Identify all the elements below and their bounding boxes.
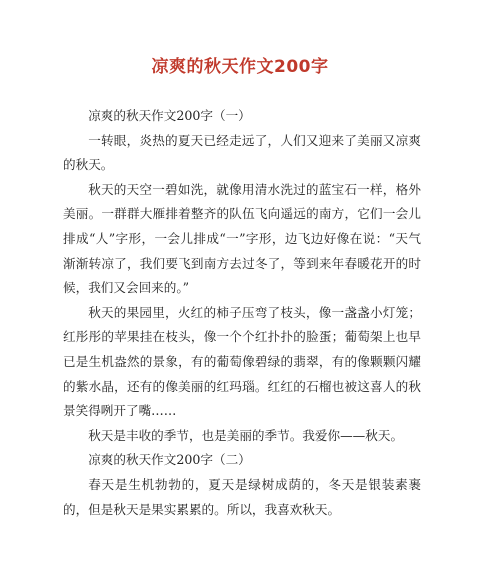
document-title: 凉爽的秋天作文200字 — [151, 57, 329, 77]
paragraph-conclusion: 秋天是丰收的季节，也是美丽的季节。我爱你——秋天。 — [88, 427, 404, 443]
section-heading-1: 凉爽的秋天作文200字（一） — [88, 108, 251, 123]
section-heading-2: 凉爽的秋天作文200字（二） — [88, 452, 251, 468]
paragraph-intro: 一转眼，炎热的夏天已经走远了，人们又迎来了美丽又凉爽的秋天。 — [63, 132, 421, 173]
paragraph-orchard: 秋天的果园里，火红的柿子压弯了枝头，像一盏盏小灯笼；红彤彤的苹果挂在枝头，像一个个红扑扑的脸蛋；葡萄架上也早已是生机盎然的景象，有的葡萄像碧绿的翡翠，有的像颗颗闪耀的紫水晶，还有的像美丽的红玛瑙。红红的石榴也被这喜人的秋景笑得咧开了嘴…… — [63, 304, 421, 419]
document-body — [63, 104, 421, 522]
paragraph-seasons: 春天是生机勃勃的，夏天是绿树成荫的，冬天是银装素裹的，但是秋天是果实累累的。所以，我喜欢秋天。 — [63, 476, 421, 517]
paragraph-sky: 秋天的天空一碧如洗，就像用清水洗过的蓝宝石一样，格外美丽。一群群大雁排着整齐的队伍飞向遥远的南方，它们一会儿排成“人”字形，一会儿排成“一”字形，边飞边好像在说：“天气渐渐转凉了，我们要飞到南方去过冬了，等到来年春暖花开的时候，我们又会回来的。” — [63, 181, 421, 296]
